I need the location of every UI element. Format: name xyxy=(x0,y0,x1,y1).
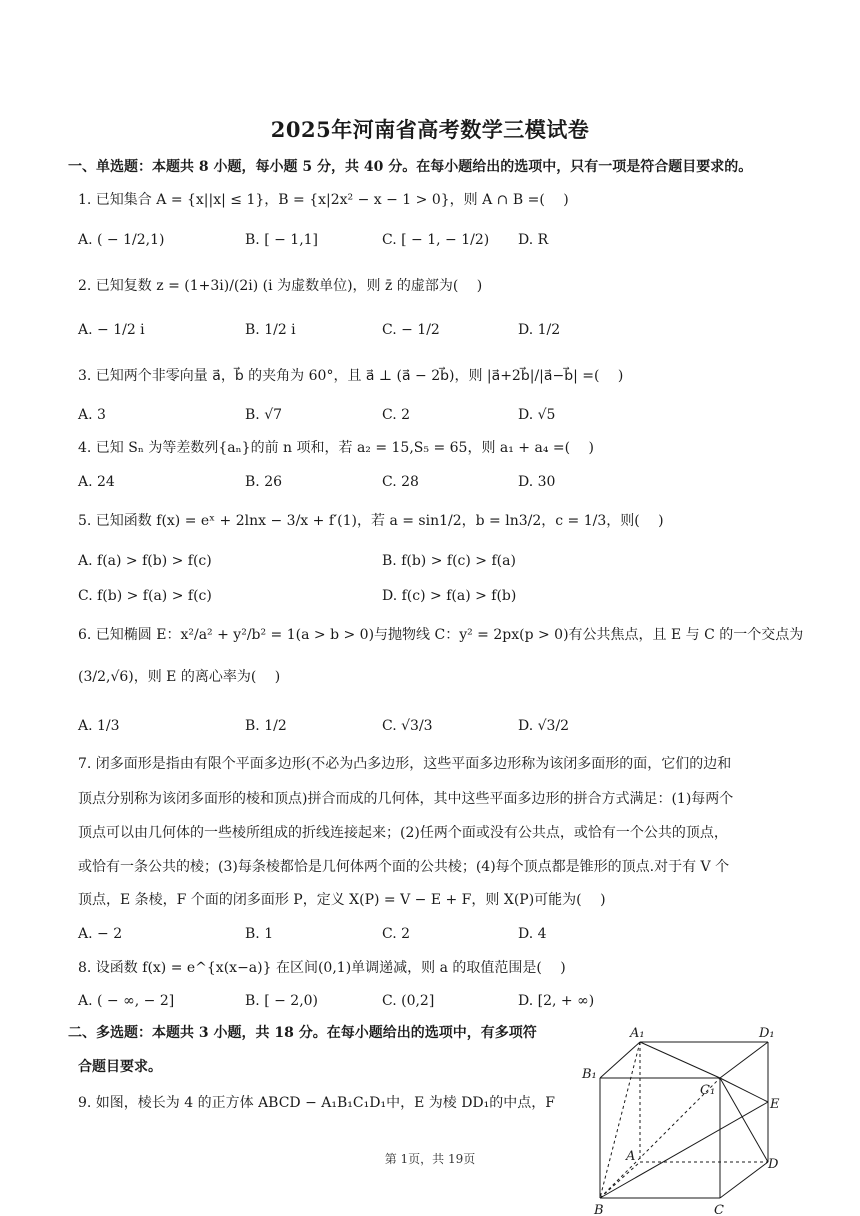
label-b: B xyxy=(594,1203,604,1216)
question-7-option-c: C. 2 xyxy=(382,926,411,942)
question-7-stem-line-5: 顶点，E 条棱，F 个面的闭多面形 P，定义 X(P) = V − E + F，则 X(P)可能为( ) xyxy=(78,892,606,908)
label-c1: C₁ xyxy=(700,1083,716,1098)
question-2-option-a: A. − 1/2 i xyxy=(78,322,145,338)
question-8-option-c: C. (0,2] xyxy=(382,993,435,1009)
question-6-stem-continued: (3/2,√6)，则 E 的离心率为( ) xyxy=(78,669,281,685)
question-8-option-b: B. [ − 2,0) xyxy=(245,993,319,1009)
label-a1: A₁ xyxy=(630,1026,645,1041)
question-7-option-a: A. − 2 xyxy=(78,926,123,942)
question-6-option-c: C. √3/3 xyxy=(382,718,433,734)
question-3-option-d: D. √5 xyxy=(518,407,556,423)
question-2-stem: 2. 已知复数 z = (1+3i)/(2i) (i 为虚数单位)，则 z̄ 的虚部为( ) xyxy=(78,278,483,294)
label-d1: D₁ xyxy=(759,1026,775,1041)
question-6-stem: 6. 已知椭圆 E：x²/a² + y²/b² = 1(a > b > 0)与抛物线 C：y² = 2px(p > 0)有公共焦点，且 E 与 C 的一个交点为 xyxy=(78,627,804,643)
section-heading-multi-choice: 二、多选题：本题共 3 小题，共 18 分。在每小题给出的选项中，有多项符 xyxy=(68,1025,537,1041)
question-2-option-c: C. − 1/2 xyxy=(382,322,440,338)
question-1-option-b: B. [ − 1,1] xyxy=(245,232,319,248)
question-4-option-d: D. 30 xyxy=(518,474,556,490)
question-6-option-d: D. √3/2 xyxy=(518,718,570,734)
cube-figure xyxy=(578,1022,790,1216)
label-a: A xyxy=(626,1149,636,1164)
question-9-stem: 9. 如图，棱长为 4 的正方体 ABCD − A₁B₁C₁D₁中，E 为棱 DD₁的中点，F xyxy=(78,1095,555,1111)
question-1-option-d: D. R xyxy=(518,232,549,248)
label-e: E xyxy=(770,1097,780,1112)
question-4-option-b: B. 26 xyxy=(245,474,283,490)
question-2-option-b: B. 1/2 i xyxy=(245,322,296,338)
question-7-stem-line-4: 或恰有一条公共的棱；(3)每条棱都恰是几何体两个面的公共棱；(4)每个顶点都是锥形的顶点.对于有 V 个 xyxy=(78,859,730,875)
question-5-option-a: A. f(a) > f(b) > f(c) xyxy=(78,553,212,569)
question-4-stem: 4. 已知 Sₙ 为等差数列{aₙ}的前 n 项和，若 a₂ = 15,S₅ = 65，则 a₁ + a₄ =( ) xyxy=(78,440,594,456)
question-7-stem-line-3: 顶点可以由几何体的一些棱所组成的折线连接起来；(2)任两个面或没有公共点，或恰有一个公共的顶点， xyxy=(78,825,728,841)
question-1-option-c: C. [ − 1, − 1/2) xyxy=(382,232,490,248)
question-4-option-a: A. 24 xyxy=(78,474,115,490)
question-4-option-c: C. 28 xyxy=(382,474,419,490)
label-b1: B₁ xyxy=(582,1067,597,1082)
question-2-option-d: D. 1/2 xyxy=(518,322,561,338)
question-3-option-a: A. 3 xyxy=(78,407,106,423)
question-3-stem: 3. 已知两个非零向量 a⃗，b⃗ 的夹角为 60°，且 a⃗ ⊥ (a⃗ − 2b⃗)，则 |a⃗+2b⃗|/|a⃗−b⃗| =( ) xyxy=(78,368,624,384)
question-3-option-c: C. 2 xyxy=(382,407,411,423)
label-d: D xyxy=(768,1157,779,1172)
question-6-option-a: A. 1/3 xyxy=(78,718,120,734)
page-footer: 第 1页，共 19页 xyxy=(384,1152,476,1166)
question-7-stem-line-2: 顶点分别称为该闭多面形的棱和顶点)拼合而成的几何体，其中这些平面多边形的拼合方式满足：(1)每两个 xyxy=(78,791,734,807)
label-c: C xyxy=(714,1203,724,1216)
question-3-option-b: B. √7 xyxy=(245,407,283,423)
question-5-option-d: D. f(c) > f(a) > f(b) xyxy=(382,588,517,604)
question-8-option-a: A. ( − ∞, − 2] xyxy=(78,993,175,1009)
question-5-option-c: C. f(b) > f(a) > f(c) xyxy=(78,588,212,604)
question-1-stem: 1. 已知集合 A = {x||x| ≤ 1}，B = {x|2x² − x − 1 > 0}，则 A ∩ B =( ) xyxy=(78,192,569,208)
question-8-stem: 8. 设函数 f(x) = e^{x(x−a)} 在区间(0,1)单调递减，则 a 的取值范围是( ) xyxy=(78,960,566,976)
page-title: 2025年河南省高考数学三模试卷 xyxy=(270,117,590,142)
question-7-stem-line-1: 7. 闭多面形是指由有限个平面多边形(不必为凸多边形，这些平面多边形称为该闭多面形的面，它们的边和 xyxy=(78,756,732,772)
question-5-stem: 5. 已知函数 f(x) = eˣ + 2lnx − 3/x + f′(1)，若 a = sin1/2，b = ln3/2，c = 1/3，则( ) xyxy=(78,513,664,529)
section-heading-multi-choice-continued: 合题目要求。 xyxy=(78,1059,162,1075)
question-8-option-d: D. [2, + ∞) xyxy=(518,993,595,1009)
question-6-option-b: B. 1/2 xyxy=(245,718,287,734)
section-heading-single-choice: 一、单选题：本题共 8 小题，每小题 5 分，共 40 分。在每小题给出的选项中，只有一项是符合题目要求的。 xyxy=(68,159,753,175)
question-1-option-a: A. ( − 1/2,1) xyxy=(78,232,165,248)
question-5-option-b: B. f(b) > f(c) > f(a) xyxy=(382,553,516,569)
question-7-option-b: B. 1 xyxy=(245,926,274,942)
question-7-option-d: D. 4 xyxy=(518,926,547,942)
